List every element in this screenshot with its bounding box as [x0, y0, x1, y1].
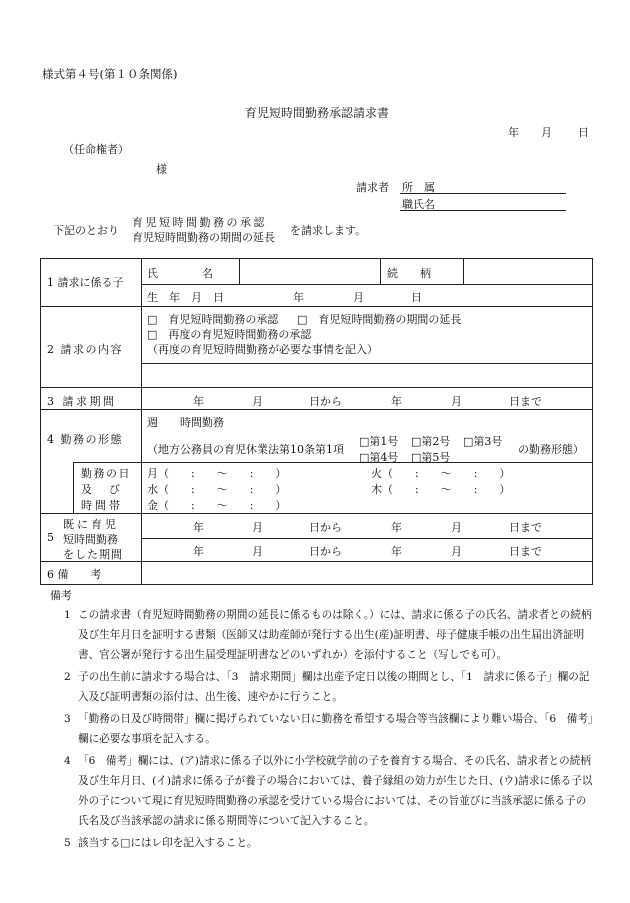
schedule-tuesday[interactable]: 火（ : 〜 : ）: [371, 467, 511, 480]
row5-label-line1: 既に育児: [63, 518, 119, 531]
row-divider: [41, 513, 592, 514]
work-form-suffix: の勤務形態）: [518, 443, 584, 456]
checkbox-item-4[interactable]: □第4号: [359, 451, 399, 464]
birth-date-label: 生 年 月 日: [147, 291, 224, 304]
schedule-label-hours: 時間帯: [81, 499, 123, 512]
appointer-label: （任命権者）: [63, 143, 129, 156]
schedule-wednesday[interactable]: 水（ : 〜 : ）: [147, 483, 287, 496]
row3-label: 3 請求期間: [47, 395, 117, 408]
child-name-label: 氏 名: [147, 267, 213, 280]
col-divider: [239, 259, 240, 284]
note-item: 5 該当する□にはレ印を記入すること。: [64, 837, 258, 849]
col-divider: [380, 259, 381, 284]
row-divider: [141, 363, 592, 364]
schedule-monday[interactable]: 月（ : 〜 : ）: [147, 467, 287, 480]
notes-heading: 備考: [50, 589, 72, 602]
request-option-approval: 育児短時間勤務の承認: [132, 216, 267, 229]
prior-period1-start-day: 日から: [309, 521, 342, 534]
prior-period1-end-day: 日まで: [509, 521, 542, 534]
affiliation-label: 所 属: [402, 181, 435, 194]
notes-list: [64, 605, 594, 855]
row4-label: 4 勤務の形態: [47, 433, 123, 446]
schedule-friday[interactable]: 金（ : 〜 : ）: [147, 499, 287, 512]
row-divider: [41, 409, 592, 410]
prior-period2-end-month: 月: [451, 545, 462, 558]
note-item: 4 「6 備考」欄には、(ア)請求に係る子以外に小学校就学前の子を養育する場合、その氏名、請求者との続柄及び生年月日、(イ)請求に係る子が養子の場合においては、養子縁組の効力が生じた日、(ウ)請求に係る子以外の子について現に育児短時間勤務の承認を受けている場合においては、その旨並びに当該承認に係る子の氏名及び当該承認の請求に係る期間等について記入すること。: [64, 755, 593, 827]
prior-period2-end-day: 日まで: [509, 545, 542, 558]
row5-label-line3: をした期間: [63, 548, 123, 561]
period-end-month: 月: [451, 395, 462, 408]
checkbox-item-1[interactable]: □第1号: [359, 435, 399, 448]
schedule-thursday[interactable]: 木（ : 〜 : ）: [371, 483, 511, 496]
request-suffix: を請求します。: [290, 224, 367, 237]
date-day: 日: [578, 126, 589, 139]
checkbox-item-3[interactable]: □第3号: [463, 435, 503, 448]
relation-label: 続 柄: [387, 267, 431, 280]
prior-period1-start-year: 年: [193, 521, 204, 534]
content-option-reapproval[interactable]: □ 再度の育児短時間勤務の承認: [147, 328, 312, 341]
row2-label: 2 請求の内容: [47, 343, 123, 356]
prior-period1-end-year: 年: [391, 521, 402, 534]
period-start-year: 年: [193, 395, 204, 408]
prior-period2-end-year: 年: [391, 545, 402, 558]
request-option-extension: 育児短時間勤務の期間の延長: [132, 231, 275, 244]
birth-day: 日: [411, 291, 422, 304]
prior-period1-end-month: 月: [451, 521, 462, 534]
row-divider: [41, 561, 592, 562]
row-divider: [141, 538, 592, 539]
birth-month: 月: [353, 291, 364, 304]
page-title: 育児短時間勤務承認請求書: [245, 106, 390, 120]
name-label: 職氏名: [402, 198, 435, 211]
relation-input[interactable]: [465, 260, 590, 283]
checkbox-item-5[interactable]: □第5号: [411, 451, 451, 464]
row5-label-line2: 短時間勤務: [63, 533, 118, 546]
remarks-input[interactable]: [143, 563, 590, 582]
name-field[interactable]: [400, 210, 566, 211]
birth-year: 年: [293, 291, 304, 304]
note-item: 2 子の出生前に請求する場合は、「3 請求期間」欄は出産予定日以後の期間とし、「1 請求に係る子」欄の記入及び証明書類の添付は、出生後、速やかに行うこと。: [64, 671, 590, 703]
requester-label: 請求者: [356, 181, 389, 194]
prior-period2-start-year: 年: [193, 545, 204, 558]
col-divider: [73, 462, 74, 513]
prior-period1-start-month: 月: [252, 521, 263, 534]
row5-number: 5: [47, 531, 54, 544]
law-reference: （地方公務員の育児休業法第10条第1項: [147, 443, 344, 456]
period-start-month: 月: [252, 395, 263, 408]
col-divider: [141, 462, 142, 584]
schedule-label-and: 及 び: [81, 483, 123, 496]
content-reason-note: （再度の育児短時間勤務が必要な事情を記入）: [147, 343, 378, 356]
col-divider: [463, 259, 464, 284]
note-item: 3 「勤務の日及び時間帯」欄に掲げられていない日に勤務を希望する場合等当該欄により難い場合、「6 備考」欄に必要な事項を記入する。: [64, 713, 594, 745]
weekly-hours: 週 時間勤務: [147, 416, 224, 429]
row1-label: 1 請求に係る子: [47, 276, 124, 289]
schedule-label-days: 勤務の日: [81, 467, 131, 480]
row-divider: [41, 387, 592, 388]
request-prefix: 下記のとおり: [53, 224, 119, 237]
child-name-input[interactable]: [241, 260, 379, 283]
honorific-label: 様: [156, 163, 167, 176]
note-item: 1 この請求書（育児短時間勤務の期間の延長に係るものは除く。）には、請求に係る子の氏名、請求者との続柄及び生年月日を証明する書類（医師又は助産師が発行する出生(産)証明書、母子健康手帳の出生届出済証明書、官公署が発行する出生届受理証明書などのいずれか）を添付すること（写しでも可）。: [64, 609, 592, 661]
period-start-day: 日から: [309, 395, 342, 408]
affiliation-field[interactable]: [400, 193, 566, 194]
row-divider: [73, 462, 592, 463]
request-form-table: [40, 258, 593, 585]
content-option-extension[interactable]: □ 育児短時間勤務の期間の延長: [297, 313, 462, 326]
row-divider: [141, 284, 592, 285]
period-end-year: 年: [391, 395, 402, 408]
date-year: 年: [508, 126, 519, 139]
content-reason-input[interactable]: [143, 365, 590, 385]
row6-label: 6 備 考: [47, 568, 102, 581]
period-end-day: 日まで: [509, 395, 542, 408]
date-month: 月: [541, 126, 552, 139]
prior-period2-start-month: 月: [252, 545, 263, 558]
form-number: 様式第４号(第１０条関係): [42, 67, 178, 81]
col-divider: [141, 259, 142, 462]
row-divider: [41, 306, 592, 307]
prior-period2-start-day: 日から: [309, 545, 342, 558]
content-option-approval[interactable]: □ 育児短時間勤務の承認: [147, 313, 279, 326]
checkbox-item-2[interactable]: □第2号: [411, 435, 451, 448]
